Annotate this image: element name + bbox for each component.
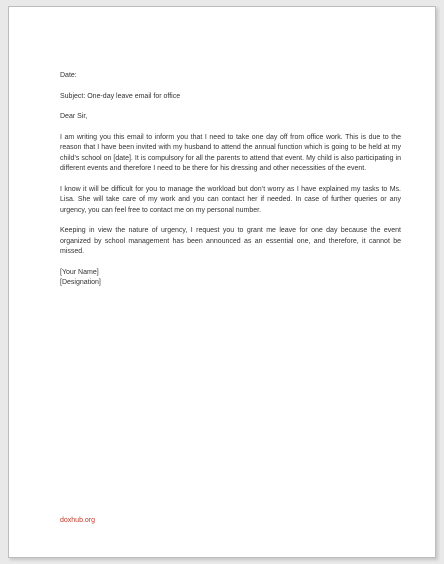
letter-body	[60, 71, 401, 289]
paragraph-3: Keeping in view the nature of urgency, I request you to grant me leave for one day because the event organized by school management has been announced as an essential one, and therefore, it cannot be missed.	[60, 227, 401, 255]
document-page	[8, 6, 436, 558]
paragraph-1: I am writing you this email to inform you that I need to take one day off from office work. This is due to the reason that I have been invited with my husband to attend the annual function which is going to be held at my child’s school on [date]. It is compulsory for all the parents to attend that event. My child is also participating in different events and therefore I need to be there for his dressing and other necessities of the event.	[60, 133, 401, 172]
signature-name: [Your Name]	[60, 268, 99, 276]
signature-designation: [Designation]	[60, 279, 101, 286]
subject-line: Subject: One-day leave email for office	[60, 92, 181, 100]
salutation: Dear Sir,	[60, 113, 88, 120]
paragraph-2: I know it will be difficult for you to manage the workload but don’t worry as I have explained my tasks to Ms. Lisa. She will take care of my work and you can contact her if needed. In case of further queries or any urgency, you can feel free to contact me on my personal number.	[60, 185, 401, 214]
date-label: Date:	[60, 72, 77, 79]
footer-source-link[interactable]: doxhub.org	[60, 517, 96, 524]
